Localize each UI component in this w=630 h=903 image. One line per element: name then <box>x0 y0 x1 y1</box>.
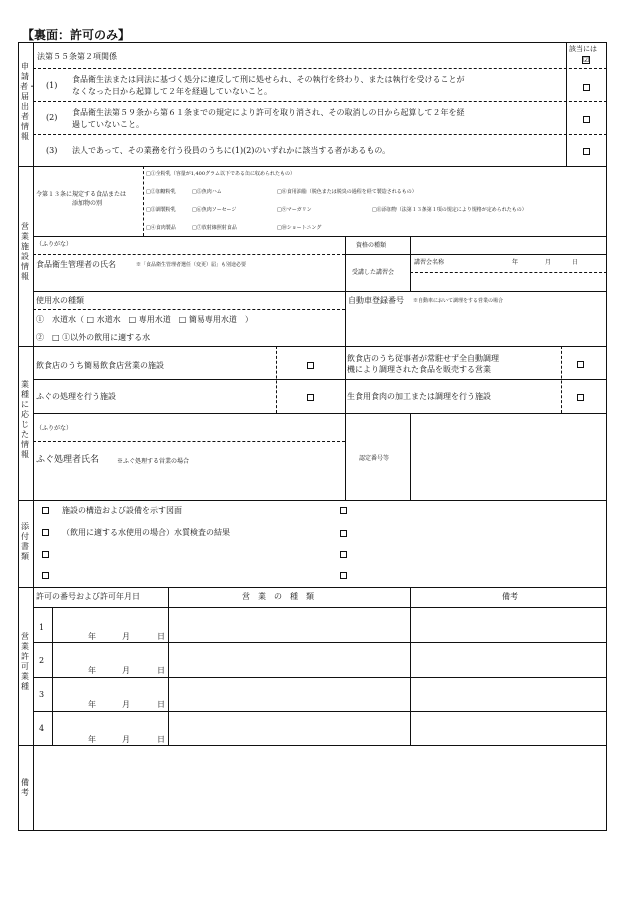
manager-note: ※「食品衛生管理者選任（変更）届」も別途必要 <box>136 262 247 268</box>
vehicle-number-label: 自動車登録番号 <box>348 296 404 305</box>
item-text: なくなった日から起算して２年を経過していないこと。 <box>72 87 272 96</box>
business-divider <box>345 346 346 500</box>
remarks-field[interactable] <box>36 749 602 827</box>
manager-divider <box>345 236 346 291</box>
raw-meat-label: 生食用食肉の加工または調理を行う施設 <box>347 392 491 401</box>
manager-furigana-label: （ふりがな） <box>36 241 73 248</box>
course-name-label: 講習会名称 <box>414 259 445 266</box>
permit-year: 年 <box>88 666 96 675</box>
option-margarine[interactable]: □⑨マーガリン <box>277 207 312 213</box>
manager-name-field[interactable] <box>410 239 600 251</box>
row-divider <box>33 134 607 135</box>
raw-meat-checkbox[interactable] <box>577 394 584 401</box>
law-header: 法第５５条第２項関係 <box>37 52 117 61</box>
row-divider <box>33 379 607 380</box>
applicable-header-checkbox[interactable]: ☑ <box>583 56 590 64</box>
fugu-person-label: ふぐ処理者氏名 <box>36 455 100 465</box>
permit-row-number: 4 <box>39 724 45 733</box>
permit-divider <box>168 587 169 745</box>
item-number: (1) <box>46 81 58 90</box>
water-option-1[interactable]: ① 水道水（ □ 水道水 □ 専用水道 □ 簡易専用水道 ） <box>36 315 253 324</box>
section-divider <box>18 166 607 167</box>
attachment1-checkbox[interactable] <box>42 507 49 514</box>
permit-day: 日 <box>157 700 165 709</box>
attachment2-label: （飲用に適する水使用の場合）水質検査の結果 <box>62 528 230 537</box>
item-text: 食品衛生法または同法に基づく処分に違反して刑に処せられ、その執行を終わり、または執行を受けることが <box>72 75 465 84</box>
auto-cooking-label: 機により調理された食品を販売する営業 <box>347 365 491 374</box>
auto-cooking-checkbox[interactable] <box>577 361 584 368</box>
option-sweetened-milk[interactable]: □②加糖粉乳 <box>146 189 176 195</box>
permit-year: 年 <box>88 735 96 744</box>
section-label-facility: 営業施設情報 <box>21 222 29 281</box>
permit-row-number: 3 <box>39 690 45 699</box>
permit-row-number: 2 <box>39 656 45 665</box>
section-divider <box>18 500 607 501</box>
permit-day: 日 <box>157 735 165 744</box>
attachment6-checkbox[interactable] <box>340 530 347 537</box>
option-fish-ham[interactable]: □⑤魚肉ハム <box>192 189 222 195</box>
item-number: (3) <box>46 146 58 155</box>
section-divider <box>18 745 607 746</box>
section-label-applicant: 申請者・届出者情報 <box>20 62 36 141</box>
permit-year: 年 <box>88 632 96 641</box>
course-day: 日 <box>572 259 579 266</box>
row-divider <box>345 254 607 255</box>
section-label-attachments: 添付書類 <box>21 522 29 561</box>
row-divider <box>33 607 607 608</box>
permit-month: 月 <box>122 700 130 709</box>
section-label-permits: 営業許可業種 <box>21 632 29 691</box>
option-edible-oil[interactable]: □⑧食用油脂（脱色または脱臭の過程を経て製造されるもの） <box>277 189 417 195</box>
attachment2-checkbox[interactable] <box>42 529 49 536</box>
remarks-header: 備考 <box>502 592 518 601</box>
item3-checkbox[interactable] <box>583 148 590 155</box>
permit-day: 日 <box>157 666 165 675</box>
attachment8-checkbox[interactable] <box>340 572 347 579</box>
fugu-facility-label: ふぐの処理を行う施設 <box>36 392 116 401</box>
option-meat-products[interactable]: □④食肉製品 <box>146 225 176 231</box>
item-text: 法人であって、その業務を行う役員のうちに(1)(2)のいずれかに該当する者があるもの。 <box>72 146 391 155</box>
additive-label: 令第１３条に規定する食品または <box>36 191 127 198</box>
option-whole-milk[interactable]: □①全粉乳（容量が1,400グラム以下である缶に収められたもの） <box>146 171 296 177</box>
attachment3-checkbox[interactable] <box>42 551 49 558</box>
permit-divider <box>410 587 411 745</box>
attachment7-checkbox[interactable] <box>340 551 347 558</box>
row-divider <box>33 68 607 69</box>
fugu-furigana-label: （ふりがな） <box>36 425 73 432</box>
cert-number-label: 認定番号等 <box>359 455 390 462</box>
additive-divider <box>143 166 144 236</box>
option-irradiated-food[interactable]: □⑦放射線照射食品 <box>192 225 237 231</box>
page-title: 【裏面：許可のみ】 <box>22 28 131 42</box>
applicable-column-divider <box>566 42 567 166</box>
auto-cooking-label: 飲食店のうち従事者が常駐せず全自動調理 <box>347 354 499 363</box>
manager-name-label: 食品衛生管理者の氏名 <box>36 260 116 269</box>
row-divider <box>33 413 607 414</box>
water-type-label: 使用水の種類 <box>36 296 84 305</box>
attachment4-checkbox[interactable] <box>42 572 49 579</box>
course-label: 受講した講習会 <box>352 269 395 276</box>
course-divider <box>410 272 607 273</box>
option-fish-sausage[interactable]: □⑥魚肉ソーセージ <box>192 207 237 213</box>
course-month: 月 <box>545 259 552 266</box>
course-year: 年 <box>512 259 519 266</box>
permit-month: 月 <box>122 735 130 744</box>
permit-row-number: 1 <box>39 623 45 632</box>
row-divider <box>33 101 607 102</box>
row-divider <box>33 711 607 712</box>
attachment1-label: 施設の構造および設備を示す図面 <box>62 506 182 515</box>
item1-checkbox[interactable] <box>583 84 590 91</box>
fugu-facility-checkbox[interactable] <box>307 394 314 401</box>
permit-day: 日 <box>157 632 165 641</box>
permit-month: 月 <box>122 666 130 675</box>
furigana-divider <box>33 441 345 442</box>
vehicle-number-note: ※自動車において調理をする営業の場合 <box>413 298 504 304</box>
qualification-label: 資格の種類 <box>356 242 387 249</box>
attachment5-checkbox[interactable] <box>340 507 347 514</box>
option-formula-milk[interactable]: □③調製粉乳 <box>146 207 176 213</box>
simple-restaurant-label: 飲食店のうち簡易飲食店営業の施設 <box>36 361 164 370</box>
section-divider <box>18 346 607 347</box>
row-divider <box>33 642 607 643</box>
label-column-divider <box>33 42 34 831</box>
water-divider <box>33 309 345 310</box>
additive-label: 添加物の別 <box>72 200 103 207</box>
row-divider <box>33 677 607 678</box>
business-type-header: 営 業 の 種 類 <box>242 592 314 601</box>
permit-number-date-header: 許可の番号および許可年月日 <box>36 592 140 601</box>
option-shortening[interactable]: □⑩ショートニング <box>277 225 322 231</box>
section-label-business-type: 業種に応じた情報 <box>21 380 29 459</box>
applicable-header: 該当には <box>569 45 597 53</box>
item-text: 過していないこと。 <box>72 120 144 129</box>
item-number: (2) <box>46 113 58 122</box>
permit-num-divider <box>52 607 53 745</box>
fugu-divider <box>410 413 411 500</box>
water-vehicle-divider <box>345 291 346 346</box>
water-option-2[interactable]: ② □ ①以外の飲用に適する水 <box>36 333 151 342</box>
permit-month: 月 <box>122 632 130 641</box>
fugu-person-note: ※ふぐ処理する営業の場合 <box>117 458 190 465</box>
option-additive[interactable]: □⑪添加物（法第１３条第１項の規定により規格が定められたもの） <box>372 207 527 213</box>
item-text: 食品衛生法第５９条から第６１条までの規定により許可を取り消され、その取消しの日から起算して２年を経 <box>72 108 465 117</box>
item2-checkbox[interactable] <box>583 116 590 123</box>
row-divider <box>33 236 607 237</box>
section-divider <box>18 587 607 588</box>
cert-number-field[interactable] <box>413 418 603 496</box>
vehicle-number-field[interactable] <box>348 312 603 342</box>
permit-year: 年 <box>88 700 96 709</box>
simple-restaurant-checkbox[interactable] <box>307 362 314 369</box>
row-divider <box>33 291 607 292</box>
section-label-remarks: 備考 <box>21 778 29 797</box>
furigana-divider <box>33 254 345 255</box>
